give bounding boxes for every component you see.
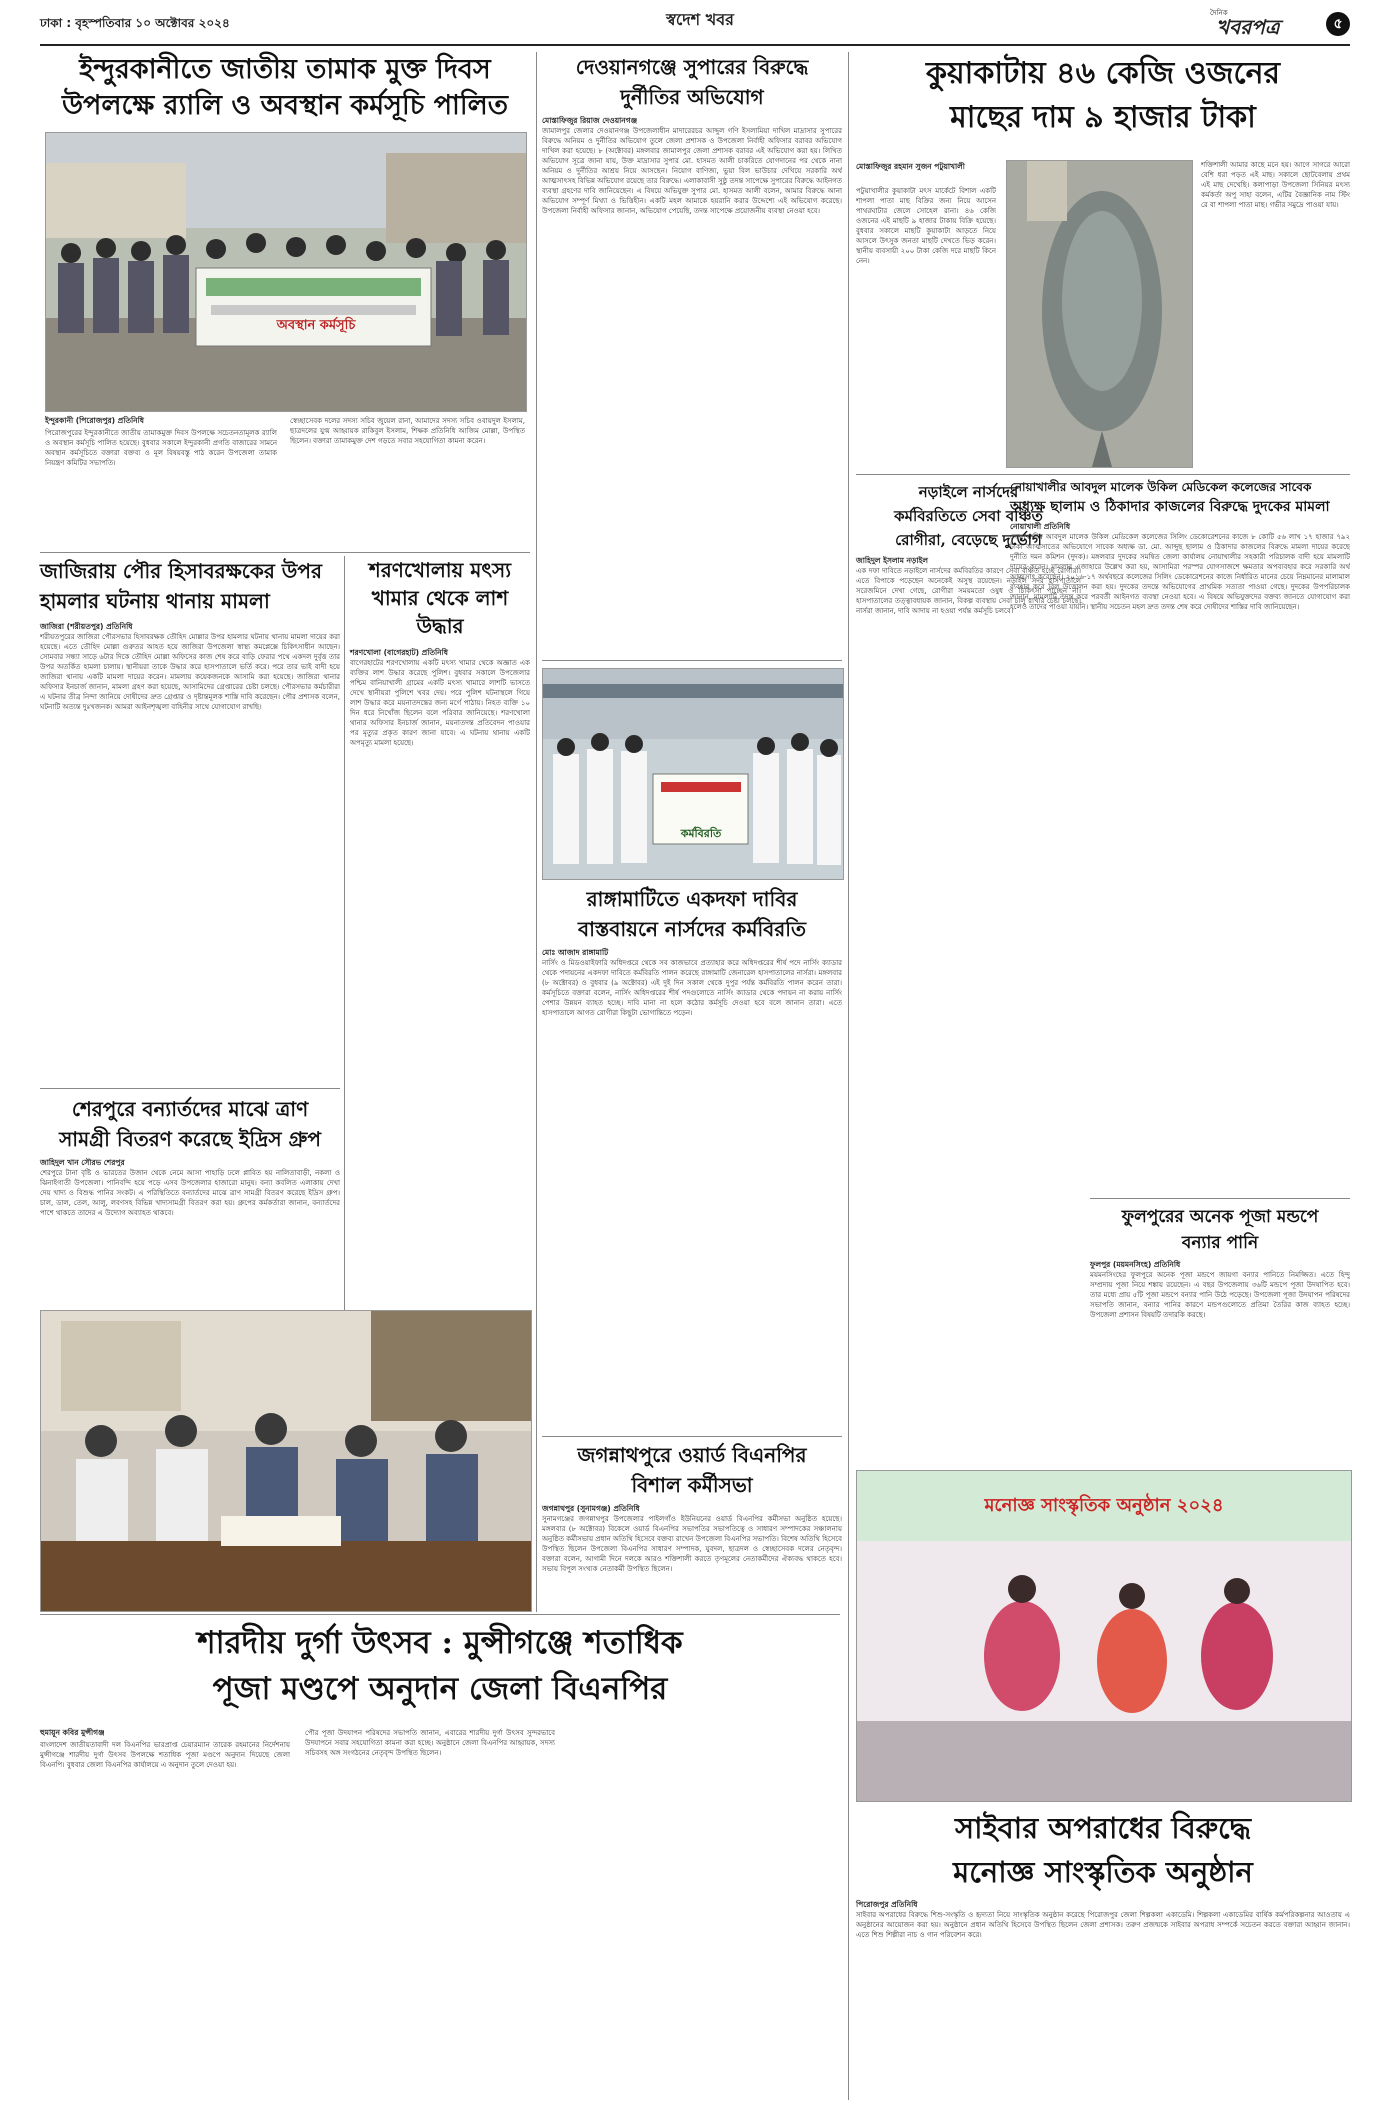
body: বাগেরহাটের শরণখোলায় একটি মৎস্য খামার থেকে অজ্ঞাত এক ব্যক্তির লাশ উদ্ধার করেছে পুলিশ। বুধবার সকালে উপজেলার পশ্চিম বানিয়াখালী গ্রামের একটি মৎস্য খামারে লাশটি ভাসতে দেখে স্থানীয়রা পুলিশে খবর দেয়। পরে পুলিশ ঘটনাস্থলে গিয়ে লাশ উদ্ধার করে ময়নাতদন্তের জন্য মর্গে পাঠায়। নিহত ব্যক্তি ১০ দিন ধরে নিখোঁজ ছিলেন বলে পরিবার জানিয়েছে। শরণখোলা থানার অফিসার ইনচার্জ জানান, ময়নাতদন্ত প্রতিবেদন পাওয়ার পর মৃত্যুর প্রকৃত কারণ জানা যাবে। এ ঘটনায় থানায় একটি অপমৃত্যু মামলা হয়েছে।	[350, 659, 530, 747]
body: সুনামগঞ্জের জগন্নাথপুর উপজেলার পাইলগাঁও ইউনিয়নের ওয়ার্ড বিএনপির কর্মীসভা অনুষ্ঠিত হয়েছে। মঙ্গলবার (৮ অক্টোবর) বিকেলে ওয়ার্ড বিএনপির সভাপতির সভাপতিত্বে ও সাধারণ সম্পাদকের সঞ্চালনায় অনুষ্ঠিত কর্মীসভায় প্রধান অতিথি হিসেবে বক্তব্য রাখেন উপজেলা বিএনপির সভাপতি। বিশেষ অতিথি হিসেবে উপস্থিত ছিলেন উপজেলা বিএনপির সাধারণ সম্পাদক, যুবদল, ছাত্রদল ও স্বেচ্ছাসেবক দলের নেতৃবৃন্দ। বক্তারা বলেন, আগামী দিনে দলকে আরও শক্তিশালী করতে তৃণমূলের নেতাকর্মীদের ঐক্যবদ্ধ থাকতে হবে। সভায় বিপুল সংখ্যক নেতাকর্মী উপস্থিত ছিলেন।	[542, 1515, 842, 1573]
headline-line-1: জগন্নাথপুরে ওয়ার্ড বিএনপির	[577, 1443, 807, 1467]
newspaper-logo	[1210, 8, 1350, 44]
meeting-illustration	[41, 1311, 531, 1611]
masthead-rule	[40, 44, 1350, 46]
rally-photo	[45, 132, 527, 412]
divider	[542, 1436, 842, 1437]
divider	[856, 474, 1350, 475]
body-col-2: স্বেচ্ছাসেবক দলের সদস্য সচিব জুয়েল রানা, আমাদের সদস্য সচিব ওবায়দুল ইসলাম, ছাত্রদলের যুগ্ম আহ্বায়ক রাকিবুল ইসলাম, শিক্ষক প্রতিনিধি আজিম মোল্লা, উপস্থিত ছিলেন। বক্তারা তামাকমুক্ত দেশ গড়তে সবার সহযোগিতা কামনা করেন।	[290, 417, 525, 445]
column-rule	[848, 52, 849, 2100]
headline-line-1: শেরপুরে বন্যার্তদের মাঝে ত্রাণ	[71, 1097, 309, 1121]
article-noakhali-dudok	[1010, 478, 1350, 1196]
cultural-program-photo	[856, 1470, 1352, 1802]
byline: পিরোজপুর প্রতিনিধি	[856, 1900, 918, 1909]
headline-line-2: অধ্যক্ষ ছালাম ও ঠিকাদার কাজলের বিরুদ্ধে দুদকের মামলা	[1010, 499, 1330, 515]
byline: মোস্তাফিজুর রিয়াজ দেওয়ানগঞ্জ	[542, 116, 638, 125]
headline-line-1: নড়াইলে নার্সদের	[918, 483, 1019, 501]
byline: শরণখোলা (বাগেরহাট) প্রতিনিধি	[350, 648, 449, 657]
fish-photo	[1006, 160, 1193, 468]
divider	[542, 660, 842, 661]
body-col-1: বাংলাদেশ জাতীয়তাবাদী দল বিএনপির ভারপ্রাপ্ত চেয়ারম্যান তারেক রহমানের নির্দেশনায় মুন্সীগঞ্জে শারদীয় দুর্গা উৎসব উপলক্ষে শতাধিক পূজা মণ্ডপে অনুদান দিয়েছে জেলা বিএনপি। বুধবার জেলা বিএনপির কার্যালয়ে এ অনুদান তুলে দেওয়া হয়।	[40, 1741, 290, 1769]
byline: জাহিদুল ইসলাম নড়াইল	[856, 556, 929, 565]
body-col-2: শক্তিশালী আমার কাছে মনে হয়। আগে সাগরে আরো বেশি ধরা পড়ত এই মাছ। সকালে ছোটবেলায় প্রথম এই মাছ দেখেছি। কলাপাড়া উপজেলা সিনিয়র মৎস্য কর্মকর্তা অপু সাহা বলেন, এটির বৈজ্ঞানিক নাম স্টিং রে বা শাপলা পাতা মাছ। গভীর সমুদ্রে পাওয়া যায়।	[1201, 161, 1350, 209]
column-rule	[536, 52, 537, 1612]
logo-daily: দৈনিক	[1210, 9, 1228, 17]
headline-line-2: পূজা মণ্ডপে অনুদান জেলা বিএনপির	[212, 1671, 668, 1707]
headline-line-2: সামগ্রী বিতরণ করেছে ইদ্রিস গ্রুপ	[59, 1127, 321, 1151]
headline-line-2: মাছের দাম ৯ হাজার টাকা	[950, 100, 1256, 135]
headline-line-2: বন্যার পানি	[1181, 1233, 1259, 1253]
article-cultural-program	[856, 1806, 1350, 2100]
headline-line-3: রোগীরা, বেড়েছে দুর্ভোগ	[895, 531, 1042, 549]
byline: ফুলপুর (ময়মনসিংহ) প্রতিনিধি	[1090, 1260, 1181, 1269]
headline-line-1: ফুলপুরের অনেক পূজা মন্ডপে	[1121, 1207, 1319, 1227]
rally-illustration	[46, 133, 526, 411]
stage-banner-text: মনোজ্ঞ সাংস্কৃতিক অনুষ্ঠান ২০২৪	[984, 1495, 1224, 1516]
body: শরীয়তপুরের জাজিরা পৌরসভার হিসাবরক্ষক তৌহিদ মোল্লার উপর হামলার ঘটনায় থানায় মামলা দায়ের করা হয়েছে। এতে তৌহিদ মোল্লা গুরুতর আহত হয়ে জাজিরা উপজেলা স্বাস্থ্য কমপ্লেক্সে চিকিৎসাধীন আছেন। সোমবার সন্ধ্যা সাড়ে ৬টার দিকে তৌহিদ মোল্লা অফিসের কাজ শেষ করে বাড়ি ফেরার পথে একদল দুর্বৃত্ত তার উপর অতর্কিত হামলা চালায়। স্থানীয়রা তাকে উদ্ধার করে হাসপাতালে ভর্তি করে। পরে তার ভাই বাদী হয়ে জাজিরা থানায় একটি মামলা দায়ের করেন। মামলায় কয়েকজনকে আসামি করা হয়েছে। জাজিরা থানার অফিসার ইনচার্জ জানান, মামলা গ্রহণ করা হয়েছে, আসামিদের গ্রেপ্তারের চেষ্টা চলছে। পৌরসভার কর্মচারীরা এ ঘটনার তীব্র নিন্দা জানিয়ে দোষীদের দ্রুত গ্রেপ্তার ও দৃষ্টান্তমূলক শাস্তি দাবি করেছেন। পৌর প্রশাসক বলেন, ঘটনাটি অত্যন্ত দুঃখজনক। আমরা আইনশৃঙ্খলা বাহিনীর সাথে যোগাযোগ রাখছি।	[40, 633, 340, 711]
section-title: স্বদেশ খবর	[666, 10, 734, 29]
body: শেরপুরে টানা বৃষ্টি ও ভারতের উজান থেকে নেমে আসা পাহাড়ি ঢলে প্লাবিত হয় নালিতাবাড়ী, নকলা ও ঝিনাইগাতী উপজেলা। পানিবন্দি হয়ে পড়ে এসব উপজেলার হাজারো মানুষ। বন্যা কবলিত এলাকায় দেখা দেয় খাদ্য ও বিশুদ্ধ পানির সংকট। এ পরিস্থিতিতে বন্যার্তদের মাঝে ত্রাণ সামগ্রী বিতরণ করেছে ইদ্রিস গ্রুপ। চাল, ডাল, তেল, আলু, লবণসহ বিভিন্ন খাদ্যসামগ্রী বিতরণ করা হয়। গ্রুপের কর্মকর্তারা জানান, বন্যার্তদের পাশে থাকতে তাদের এ উদ্যোগ অব্যাহত থাকবে।	[40, 1169, 340, 1217]
headline-line-1: রাঙ্গামাটিতে একদফা দাবির	[586, 887, 798, 911]
body: নার্সিং ও মিডওয়াইফারি অধিদপ্তরে থেকে সব কাজভাবে প্রত্যাহার করে অধিদপ্তরের শীর্ষ পদে নার্সিং ক্যাডার থেকে পদায়নের একদফা দাবিতে কর্মবিরতি পালন করেছে রাঙ্গামাটি জেনারেল হাসপাতালের নার্সরা। মঙ্গলবার (৮ অক্টোবর) ও বুধবার (৯ অক্টোবর) এই দুই দিন সকাল থেকে দুপুর পর্যন্ত কর্মবিরতি পালন করেন তারা। কর্মসূচিতে বক্তারা বলেন, নার্সিং অধিদপ্তরের শীর্ষ পদগুলোতে নার্সিং ক্যাডার থেকে পদায়ন না করায় নার্সিং পেশার উন্নয়ন ব্যাহত হচ্ছে। দাবি মানা না হলে কঠোর কর্মসূচি দেওয়া হবে বলে জানান তারা। এতে হাসপাতালে আগত রোগীরা কিছুটা ভোগান্তিতে পড়েন।	[542, 959, 842, 1017]
divider	[40, 1614, 840, 1615]
headline-line-2: কর্মবিরতিতে সেবা বঞ্চিত	[894, 507, 1043, 525]
rally-banner-text: অবস্থান কর্মসূচি	[276, 318, 356, 333]
byline: জাজিরা (শরীয়তপুর) প্রতিনিধি	[40, 622, 133, 631]
headline-line-2: বাস্তবায়নে নার্সদের কর্মবিরতি	[577, 917, 807, 941]
article-kuakata-fish	[856, 52, 1350, 470]
logo-name: খবরপত্র	[1216, 15, 1280, 39]
headline-line-1: দেওয়ানগঞ্জে সুপারের বিরুদ্ধে	[575, 55, 809, 79]
article-tobacco-day	[40, 52, 530, 550]
body: এক দফা দাবিতে নড়াইলে নার্সদের কর্মবিরতির কারণে সেবা বঞ্চিত হচ্ছে রোগীরা। এতে বিপাকে পড়েছেন অনেকেই অসুস্থ রয়েছেন। নড়াইল সদর হাসপাতালে সরেজমিনে দেখা গেছে, রোগীরা সময়মতো ওষুধ ও চিকিৎসা পাচ্ছেন না। হাসপাতালের তত্ত্বাবধায়ক জানান, বিকল্প ব্যবস্থায় সেবা চালু রাখার চেষ্টা চলছে। নার্সরা জানান, দাবি আদায় না হওয়া পর্যন্ত কর্মসূচি চলবে।	[856, 567, 1081, 615]
article-rangamati-nurses	[542, 884, 842, 1432]
byline: মোঃ আজাদ রাঙ্গামাটি	[542, 948, 609, 957]
article-munshiganj	[40, 1620, 840, 2100]
body-col-2: পৌর পূজা উদযাপন পরিষদের সভাপতি জানান, এবারের শারদীয় দুর্গা উৎসব সুন্দরভাবে উদযাপনে সবার সহযোগিতা কামনা করা হচ্ছে। অনুষ্ঠানে জেলা বিএনপির আহ্বায়ক, সদস্য সচিবসহ অঙ্গ সংগঠনের নেতৃবৃন্দ উপস্থিত ছিলেন।	[305, 1729, 555, 1757]
issue-date: ঢাকা : বৃহস্পতিবার ১০ অক্টোবর ২০২৪	[40, 16, 230, 30]
protest-banner-text: কর্মবিরতি	[680, 827, 722, 840]
divider	[40, 1088, 340, 1089]
nurses-illustration	[543, 669, 843, 879]
headline-line-2: হামলার ঘটনায় থানায় মামলা	[40, 589, 270, 613]
headline-line-1: ইন্দুরকানীতে জাতীয় তামাক মুক্ত দিবস	[79, 54, 491, 85]
body: পটুয়াখালীর কুয়াকাটা মৎস মার্কেটে বিশাল একটি শাপলা পাতা মাছ বিক্রির জন্য নিয়ে আসেন পাথরঘাটার জেলে সোহেল রানা। ৪৬ কেজি ওজনের এই মাছটি ৯ হাজার টাকায় বিক্রি হয়েছে। বুধবার সকালে মাছটি কুয়াকাটা আড়তে নিয়ে আসলে উৎসুক জনতা মাছটি দেখতে ভিড় করেন। স্থানীয় ব্যবসায়ী ২০০ টাকা কেজি দরে মাছটি কিনে নেন।	[856, 187, 996, 265]
headline-line-2: উপলক্ষে র‍্যালি ও অবস্থান কর্মসূচি পালিত	[62, 90, 508, 121]
byline: মোস্তাফিজুর রহমান সুজন পটুয়াখালী	[856, 162, 965, 171]
article-dewanganj	[542, 52, 842, 658]
page-number: ৫	[1326, 12, 1350, 36]
fish-illustration	[1007, 161, 1192, 467]
stage-illustration	[857, 1471, 1351, 1801]
article-phulpur-flood	[1090, 1204, 1350, 1464]
headline-line-1: কুয়াকাটায় ৪৬ কেজি ওজনের	[925, 56, 1281, 91]
nurses-protest-photo	[542, 668, 844, 880]
divider	[40, 552, 530, 553]
headline-line-2: বিশাল কর্মীসভা	[631, 1473, 753, 1497]
body: নোয়াখালীর আবদুল মালেক উকিল মেডিকেল কলেজের সিলিং ডেকোরেশনের কাজে ৮ কোটি ৫৬ লাখ ১৭ হাজার ৭৯২ টাকা আত্মসাতের অভিযোগে সাবেক অধ্যক্ষ ডা. মো. আব্দুছ ছালাম ও ঠিকাদার কাজলের বিরুদ্ধে মামলা দায়ের করেছে দুর্নীতি দমন কমিশন (দুদক)। মঙ্গলবার দুদকের সমন্বিত জেলা কার্যালয় নোয়াখালীর সহকারী পরিচালক বাদী হয়ে মামলাটি দায়ের করেন। মামলার এজাহারে উল্লেখ করা হয়, আসামিরা পরস্পর যোগসাজশে ক্ষমতার অপব্যবহার করে সরকারি অর্থ আত্মসাৎ করেছেন। ২০১৬-১৭ অর্থবছরে কলেজের সিলিং ডেকোরেশনের কাজে নির্ধারিত মানের চেয়ে নিম্নমানের মালামাল ব্যবহার করে বিল উত্তোলন করা হয়। দুদকের তদন্তে অভিযোগের প্রাথমিক সত্যতা পাওয়া গেছে। দুদকের উপপরিচালক জানান, মামলাটি তদন্ত করে পরবর্তী আইনগত ব্যবস্থা নেওয়া হবে। এ বিষয়ে অভিযুক্তদের বক্তব্য জানতে যোগাযোগ করা হলেও তাদের পাওয়া যায়নি। স্থানীয় সচেতন মহল দ্রুত তদন্ত শেষ করে দোষীদের শাস্তির দাবি জানিয়েছেন।	[1010, 533, 1350, 611]
headline-line-2: মনোজ্ঞ সাংস্কৃতিক অনুষ্ঠান	[953, 1855, 1253, 1889]
headline-line-2: দুর্নীতির অভিযোগ	[620, 85, 764, 109]
headline-line-1: সাইবার অপরাধের বিরুদ্ধে	[955, 1811, 1251, 1845]
headline-line-1: নোয়াখালীর আবদুল মালেক উকিল মেডিকেল কলেজের সাবেক	[1010, 480, 1312, 494]
meeting-photo	[40, 1310, 532, 1612]
headline-line-1: জাজিরায় পৌর হিসাবরক্ষকের উপর	[40, 559, 322, 583]
divider	[1090, 1198, 1350, 1199]
headline-line-1: শারদীয় দুর্গা উৎসব : মুন্সীগঞ্জে শতাধিক	[197, 1625, 683, 1661]
byline: নোয়াখালী প্রতিনিধি	[1010, 522, 1071, 531]
headline: শরণখোলায় মৎস্য খামার থেকে লাশ উদ্ধার	[368, 558, 512, 638]
byline: ইন্দুরকানী (পিরোজপুর) প্রতিনিধি	[45, 416, 144, 425]
body: সাইবার অপরাধের বিরুদ্ধে শিশু-সংস্কৃতি ও হৃদ্যতা নিয়ে সাংস্কৃতিক অনুষ্ঠান করেছে পিরোজপুর জেলা শিল্পকলা একাডেমি। শিল্পকলা একাডেমির বার্ষিক কর্মপরিকল্পনার আওতায় এ অনুষ্ঠানের আয়োজন করা হয়। অনুষ্ঠানে প্রধান অতিথি হিসেবে উপস্থিত ছিলেন জেলা প্রশাসক। তরুণ প্রজন্মকে সাইবার অপরাধ সম্পর্কে সচেতন করতে বক্তারা আহ্বান জানান। এতে শিশু শিল্পীরা নাচ ও গান পরিবেশন করে।	[856, 1911, 1350, 1939]
byline: জগন্নাথপুর (সুনামগঞ্জ) প্রতিনিধি	[542, 1504, 640, 1513]
article-jajira-attack	[40, 556, 340, 1086]
byline: জাহিদুল খান সৌরভ শেরপুর	[40, 1158, 125, 1167]
article-jagannathpur	[542, 1440, 842, 1612]
body: জামালপুর জেলার দেওয়ানগঞ্জ উপজেলাধীন মাদারেরচর আব্দুল গণি ইসলামিয়া দাখিল মাদ্রাসার সুপারের বিরুদ্ধে অনিয়ম ও দুর্নীতির অভিযোগ তুলে জেলা প্রশাসক ও উপজেলা নির্বাহী অফিসার বরাবর অভিযোগ দাখিল করা হয়েছে। ৮ (অক্টোবর) মঙ্গলবার জামালপুর জেলা প্রশাসক বরাবর এই অভিযোগ করা হয়। লিখিত অভিযোগ সূত্রে জানা যায়, উক্ত মাদ্রাসার সুপার মো. হাসমত আলী চাকরিতে যোগদানের পর থেকে নানা অনিয়ম ও দুর্নীতির আশ্রয় নিয়ে আসছেন। নিয়োগ বাণিজ্য, ভুয়া বিল ভাউচার দেখিয়ে সরকারি অর্থ আত্মসাৎসহ বিভিন্ন অভিযোগ রয়েছে তার বিরুদ্ধে। এলাকাবাসী সুষ্ঠু তদন্ত সাপেক্ষে সুপারের বিরুদ্ধে আইনগত ব্যবস্থা গ্রহণের দাবি জানিয়েছেন। এ বিষয়ে অভিযুক্ত সুপার মো. হাসমত আলী বলেন, আমার বিরুদ্ধে আনা অভিযোগ সম্পূর্ণ মিথ্যা ও ভিত্তিহীন। একটি মহল আমাকে হয়রানি করার উদ্দেশ্যে এই অভিযোগ করেছে। উপজেলা নির্বাহী অফিসার জানান, অভিযোগ পেয়েছি, তদন্ত সাপেক্ষে প্রয়োজনীয় ব্যবস্থা নেওয়া হবে।	[542, 127, 842, 215]
body-col-1: পিরোজপুরের ইন্দুরকানীতে জাতীয় তামাকমুক্ত দিবস উপলক্ষে সচেতনতামূলক র‍্যালি ও অবস্থান কর্মসূচি পালিত হয়েছে। বুধবার সকালে ইন্দুরকানী প্রগতি বাজারের সামনে অবস্থান কর্মসূচিতে বক্তারা বক্তব্য ও মূল বিষয়বস্তু পাঠ করেন উপজেলা তামাক নিয়ন্ত্রণ কমিটির সভাপতি।	[45, 429, 277, 467]
body: ময়মনসিংহের ফুলপুরে অনেক পূজা মন্ডপে জায়গা বন্যার পানিতে নিমজ্জিত। এতে হিন্দু সম্প্রদায় পূজা নিয়ে শঙ্কায় রয়েছেন। এ বছর উপজেলায় ৩৬টি মন্ডপে পূজা উদযাপিত হবে। তার মধ্যে প্রায় ৫টি পূজা মন্ডপে বন্যার পানি উঠে পড়েছে। উপজেলা পূজা উদযাপন পরিষদের সভাপতি জানান, বন্যার পানির কারণে মন্ডপগুলোতে প্রতিমা তৈরির কাজ ব্যাহত হচ্ছে। উপজেলা প্রশাসন বিষয়টি তদারকি করছে।	[1090, 1271, 1350, 1319]
byline: হুমায়ূন কবির মুন্সীগঞ্জ	[40, 1728, 105, 1737]
